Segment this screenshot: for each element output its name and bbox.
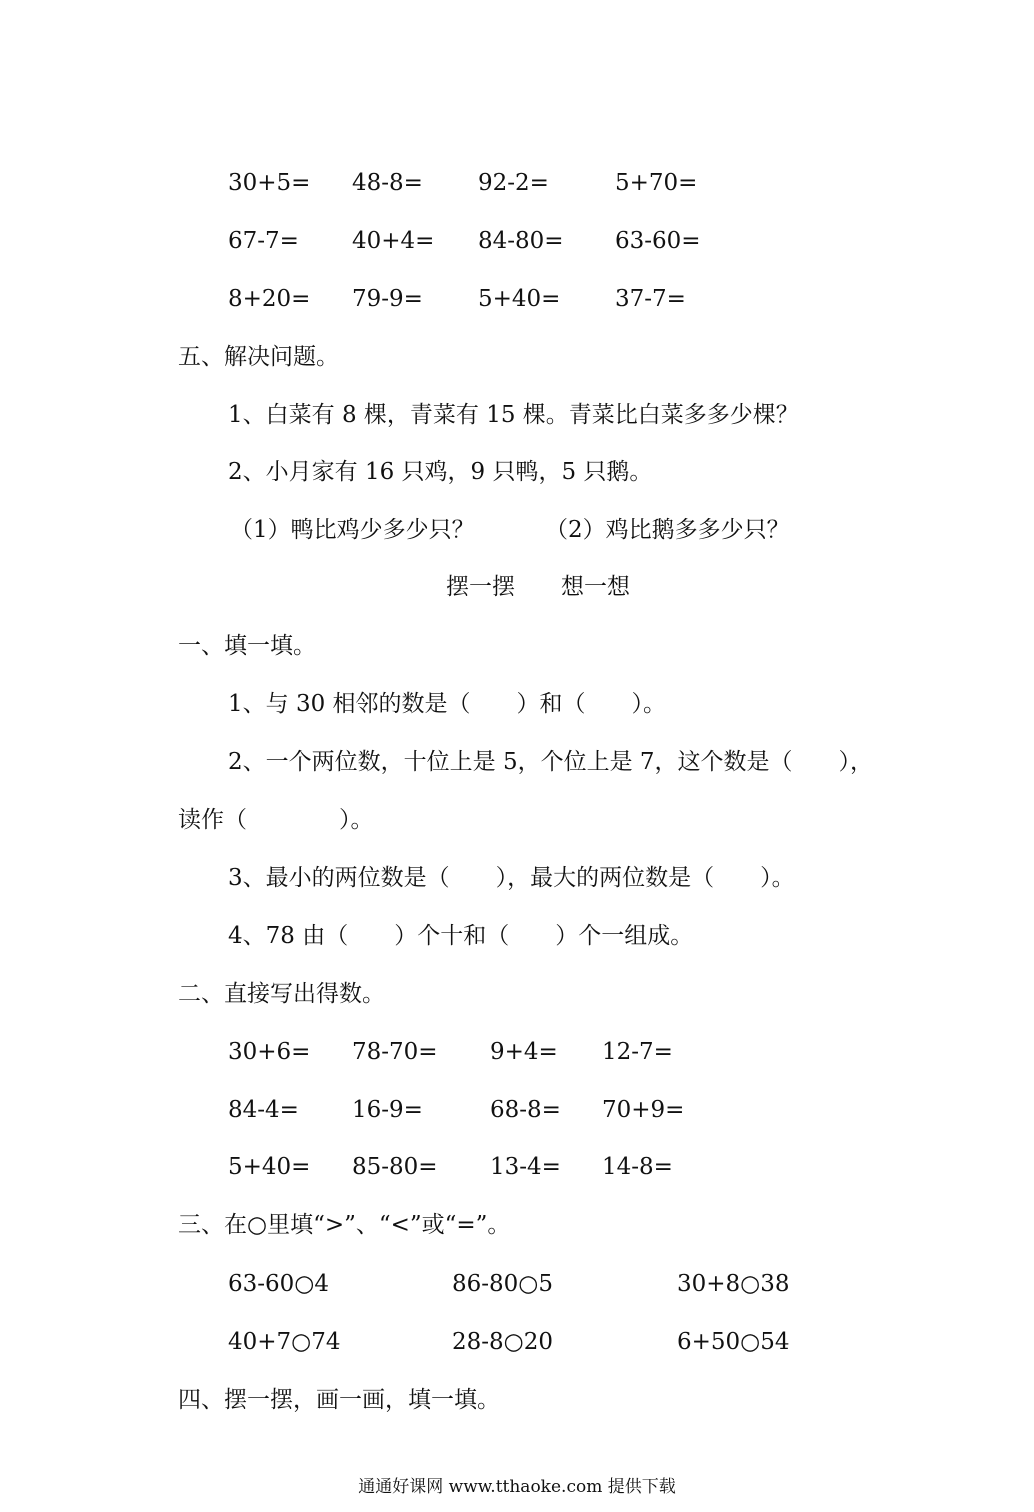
arith-item: 70+9= bbox=[602, 1097, 685, 1123]
arith-item: 92-2= bbox=[478, 170, 549, 196]
question-text: 3、最小的两位数是（ ），最大的两位数是（ ）。 bbox=[228, 865, 795, 891]
arith-item: 9+4= bbox=[490, 1039, 558, 1065]
footer-credit: 通通好课网 www.tthaoke.com 提供下载 bbox=[358, 1477, 676, 1497]
arith-item: 67-7= bbox=[228, 228, 299, 254]
question-text: 4、78 由（ ）个十和（ ）个一组成。 bbox=[228, 923, 694, 949]
arith-item: 78-70= bbox=[352, 1039, 438, 1065]
arith-item: 84-80= bbox=[478, 228, 564, 254]
arith-item: 48-8= bbox=[352, 170, 423, 196]
section-heading: 四、摆一摆，画一画，填一填。 bbox=[178, 1387, 500, 1413]
arith-item: 12-7= bbox=[602, 1039, 673, 1065]
compare-item: 30+8○38 bbox=[677, 1271, 790, 1297]
lesson-title: 摆一摆 想一想 bbox=[446, 574, 630, 600]
arith-item: 13-4= bbox=[490, 1154, 561, 1180]
question-text: 2、小月家有 16 只鸡，9 只鸭，5 只鹅。 bbox=[228, 459, 653, 485]
compare-item: 28-8○20 bbox=[452, 1329, 554, 1355]
arith-item: 40+4= bbox=[352, 228, 435, 254]
section-heading: 五、解决问题。 bbox=[178, 344, 339, 370]
section-heading: 一、填一填。 bbox=[178, 633, 316, 659]
compare-item: 63-60○4 bbox=[228, 1271, 330, 1297]
arith-item: 84-4= bbox=[228, 1097, 299, 1123]
arith-item: 37-7= bbox=[615, 286, 686, 312]
arith-item: 85-80= bbox=[352, 1154, 438, 1180]
compare-item: 6+50○54 bbox=[677, 1329, 790, 1355]
arith-item: 5+70= bbox=[615, 170, 698, 196]
arith-item: 14-8= bbox=[602, 1154, 673, 1180]
question-text: 2、一个两位数，十位上是 5，个位上是 7，这个数是（ ）， bbox=[228, 749, 874, 775]
arith-item: 68-8= bbox=[490, 1097, 561, 1123]
question-text: 1、与 30 相邻的数是（ ）和（ ）。 bbox=[228, 691, 667, 717]
arith-item: 5+40= bbox=[228, 1154, 311, 1180]
arith-item: 16-9= bbox=[352, 1097, 423, 1123]
sub-question: （2）鸡比鹅多多少只？ bbox=[545, 517, 790, 543]
arith-item: 30+5= bbox=[228, 170, 311, 196]
arith-item: 79-9= bbox=[352, 286, 423, 312]
sub-question: （1）鸭比鸡少多少只？ bbox=[230, 517, 475, 543]
compare-item: 40+7○74 bbox=[228, 1329, 341, 1355]
section-heading: 二、直接写出得数。 bbox=[178, 981, 385, 1007]
question-text: 1、白菜有 8 棵，青菜有 15 棵。青菜比白菜多多少棵？ bbox=[228, 402, 799, 428]
arith-item: 63-60= bbox=[615, 228, 701, 254]
arith-item: 8+20= bbox=[228, 286, 311, 312]
section-heading: 三、在○里填“>”、“<”或“=”。 bbox=[178, 1212, 511, 1238]
compare-item: 86-80○5 bbox=[452, 1271, 554, 1297]
arith-item: 30+6= bbox=[228, 1039, 311, 1065]
question-text: 读作（ ）。 bbox=[178, 807, 374, 833]
arith-item: 5+40= bbox=[478, 286, 561, 312]
